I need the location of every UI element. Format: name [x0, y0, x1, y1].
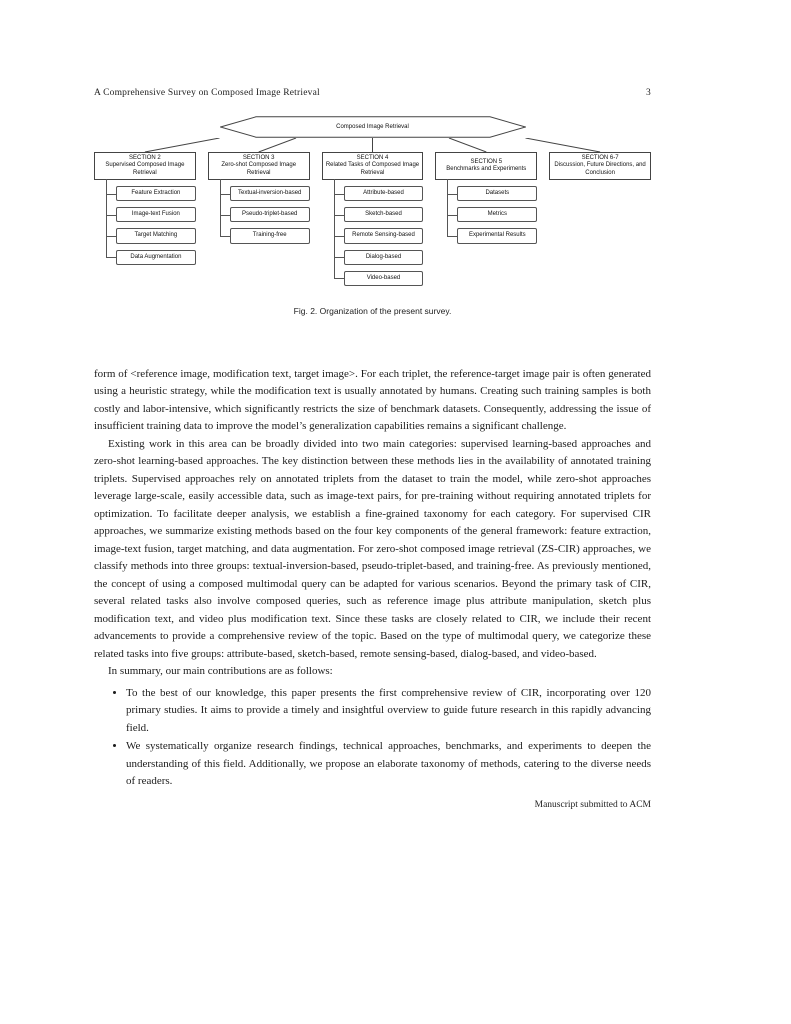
section-children: [220, 186, 310, 244]
section-node-5: [435, 152, 537, 180]
child-node: Remote Sensing-based: [344, 228, 424, 243]
diagram-section-column-3: [208, 152, 310, 286]
section-node-2: [94, 152, 196, 180]
figure-2: [94, 116, 651, 316]
section-title: Related Tasks of Composed Image Retrieval: [325, 162, 420, 176]
footer-note: Manuscript submitted to ACM: [534, 799, 651, 810]
child-node: Data Augmentation: [116, 250, 196, 265]
diagram-section-column-5: [435, 152, 537, 286]
section-label: SECTION 3: [242, 155, 275, 162]
page-footer: [94, 800, 651, 810]
running-title: A Comprehensive Survey on Composed Image Retrieval: [94, 88, 320, 98]
figure-caption: Fig. 2. Organization of the present survey.: [293, 305, 452, 316]
section-label: SECTION 5: [470, 158, 503, 165]
diagram-root-label: Composed Image Retrieval: [336, 124, 409, 130]
section-children: [447, 186, 537, 244]
section-label: SECTION 2: [129, 155, 161, 162]
running-header: [94, 88, 651, 98]
child-node: Video-based: [344, 271, 424, 286]
diagram-root-node: [220, 116, 526, 138]
section-node-4: [322, 152, 424, 180]
diagram-section-column-2: [94, 152, 196, 286]
child-node: Target Matching: [116, 228, 196, 243]
child-node: Experimental Results: [457, 228, 537, 243]
paragraph-3: In summary, our main contributions are as follows:: [108, 665, 333, 678]
page-number: 3: [646, 88, 651, 98]
child-node: Image-text Fusion: [116, 207, 196, 222]
section-label: SECTION 4: [356, 155, 389, 162]
section-children: [106, 186, 196, 265]
diagram-columns: [94, 152, 651, 286]
taxonomy-diagram: [94, 116, 651, 286]
paragraph-2: Existing work in this area can be broadly divided into two main categories: supervised learning-based approaches and zero-shot learning-based approaches. The key distinction between these methods lies in the availability of annotated training triplets. Supervised approaches rely on annotated triplets from the dataset to train the model, while zero-shot approaches leverage large-scale, easily accessible data, such as image-text pairs, for pre-training without requiring annotated triplets for optimization. To facilitate deeper analysis, we establish a fine-grained taxonomy for each category. For supervised CIR approaches, we summarize existing methods based on the four key components of the general framework: feature extraction, image-text fusion, target matching, and data augmentation. For zero-shot composed image retrieval (ZS-CIR) approaches, we classify methods into three groups: textual-inversion-based, pseudo-triplet-based, and training-free. As previously mentioned, the concept of using a composed multimodal query can be adapted for various scenarios. Beyond the primary task of CIR, several related tasks also involve composed queries, such as reference image plus attribute manipulation, sketch plus modification text, and video plus modification text. Since these tasks are closely related to CIR, we include their recent advancements to provide a comprehensive review of the topic. Based on the type of multimodal query, we categorize these related tasks into five groups: attribute-based, sketch-based, remote sensing-based, dialog-based, and video-based.: [94, 437, 651, 660]
diagram-section-column-4: [322, 152, 424, 286]
section-node-3: [208, 152, 310, 180]
child-node: Textual-inversion-based: [230, 186, 310, 201]
section-node-6-7: [549, 152, 651, 180]
body-text: [94, 366, 651, 791]
child-node: Training-free: [230, 228, 310, 243]
child-node: Attribute-based: [344, 186, 424, 201]
section-title: Discussion, Future Directions, and Conclusion: [554, 162, 646, 176]
paragraph-1: form of <reference image, modification text, target image>. For each triplet, the reference-target image pair is often generated using a heuristic strategy, while the modification text is usually annotated by humans. Creating such training samples is both costly and labor-intensive, which significantly restricts the size of benchmark datasets. Consequently, addressing the issue of insufficient training data to improve the model’s generalization capabilities remains a significant challenge.: [94, 367, 651, 433]
section-title: Supervised Composed Image Retrieval: [105, 162, 185, 176]
child-node: Feature Extraction: [116, 186, 196, 201]
list-item-contribution-1: • To the best of our knowledge, this paper presents the first comprehensive review of CIR, incorporating over 120 primary studies. It aims to provide a timely and insightful overview to guide future research in this rapidly advancing field.: [126, 685, 651, 738]
diagram-connector-lines: [94, 138, 651, 152]
list-item-contribution-2: • We systematically organize research findings, technical approaches, benchmarks, and experiments to deepen the understanding of this field. Additionally, we propose an elaborate taxonomy of methods, catering to the diverse needs of readers.: [126, 738, 651, 791]
section-title: Zero-shot Composed Image Retrieval: [221, 162, 297, 176]
diagram-section-column-6-7: [549, 152, 651, 286]
child-node: Sketch-based: [344, 207, 424, 222]
section-label: SECTION 6-7: [581, 155, 619, 162]
contributions-list: [94, 685, 651, 791]
child-node: Dialog-based: [344, 250, 424, 265]
section-children: [334, 186, 424, 286]
section-title: Benchmarks and Experiments: [446, 166, 527, 172]
child-node: Datasets: [457, 186, 537, 201]
child-node: Metrics: [457, 207, 537, 222]
child-node: Pseudo-triplet-based: [230, 207, 310, 222]
